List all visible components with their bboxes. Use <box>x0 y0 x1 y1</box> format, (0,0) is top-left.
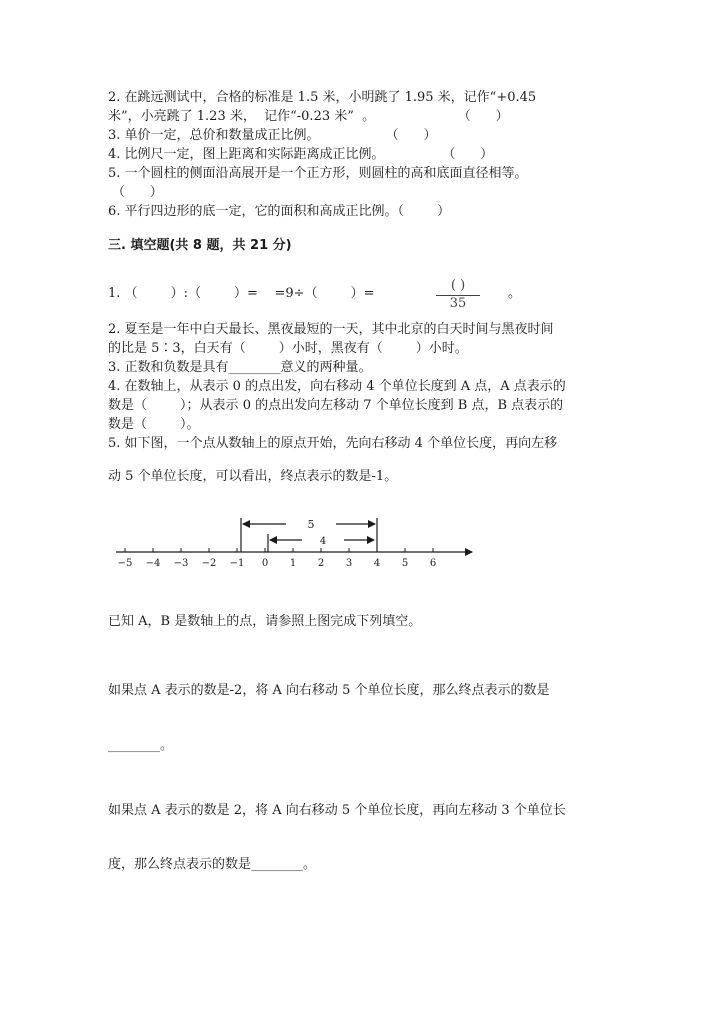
judge-q5-line2: （ ） <box>112 185 163 200</box>
axis-tick-label: 5 <box>401 558 409 569</box>
fill-q4-line1: 4. 在数轴上，从表示 0 的点出发，向右移动 4 个单位长度到 A 点，A 点表示的 <box>108 379 566 394</box>
axis-tick-label: 3 <box>345 558 353 569</box>
label-five: 5 <box>307 518 315 531</box>
axis-tick-label: −1 <box>229 558 245 569</box>
fill-q4-line2: 数是（ ）；从表示 0 的点出发向左移动 7 个单位长度到 B 点，B 点表示的 <box>108 398 564 413</box>
axis-tick-label: −5 <box>117 558 133 569</box>
axis-tick-label: 2 <box>317 558 325 569</box>
axis-tick-label: 6 <box>429 558 437 569</box>
sub-question-1-blank: ________。 <box>108 738 174 753</box>
fill-q1: 1. （ ）:（ ）= =9÷（ ）= <box>108 286 375 301</box>
fraction-numerator: ( ) <box>450 278 466 293</box>
fill-q5-line2: 动 5 个单位长度，可以看出，终点表示的数是-1。 <box>108 469 398 484</box>
sub-question-1: 如果点 A 表示的数是-2，将 A 向右移动 5 个单位长度，那么终点表示的数是 <box>108 683 550 698</box>
section-title: 三. 填空题(共 8 题，共 21 分) <box>108 238 292 253</box>
axis-tick-label: −2 <box>201 558 217 569</box>
axis-tick-label: 1 <box>289 558 297 569</box>
sub-question-2-line2: 度，那么终点表示的数是________。 <box>108 857 317 872</box>
axis-tick-label: −4 <box>145 558 161 569</box>
fill-q5-line1: 5. 如下图，一个点从数轴上的原点开始，先向右移动 4 个单位长度，再向左移 <box>108 436 558 451</box>
fill-q3: 3. 正数和负数是具有________意义的两种量。 <box>108 360 372 375</box>
judge-q2-line1: 2. 在跳远测试中，合格的标准是 1.5 米，小明跳了 1.95 米，记作“+0.45 <box>108 90 537 105</box>
judge-q6: 6. 平行四边形的底一定，它的面积和高成正比例。（ ） <box>108 204 451 219</box>
axis-tick-label: 4 <box>373 558 381 569</box>
axis-tick-labels <box>118 558 437 569</box>
sub-question-2-line1: 如果点 A 表示的数是 2，将 A 向右移动 5 个单位长度，再向左移动 3 个单位长 <box>108 803 566 818</box>
fraction-denominator: 35 <box>449 296 467 311</box>
judge-q5-line1: 5. 一个圆柱的侧面沿高展开是一个正方形，则圆柱的高和底面直径相等。 <box>108 166 528 181</box>
axis-tick-label: −3 <box>173 558 189 569</box>
fill-q2-line1: 2. 夏至是一年中白天最长、黑夜最短的一天，其中北京的白天时间与黑夜时间 <box>108 322 554 337</box>
fill-q4-line3: 数是（ ）。 <box>108 417 200 432</box>
judge-q2-line2: 米”，小亮跳了 1.23 米， 记作“-0.23 米” 。 （ ） <box>108 109 509 124</box>
judge-q4: 4. 比例尺一定，图上距离和实际距离成正比例。 （ ） <box>108 147 494 162</box>
fill-q2-line2: 的比是 5∶3，白天有（ ）小时，黑夜有（ ）小时。 <box>108 341 468 356</box>
axis-tick-label: 0 <box>261 558 269 569</box>
judge-q3: 3. 单价一定，总价和数量成正比例。 （ ） <box>108 128 437 143</box>
fill-q1-end: 。 <box>508 286 522 301</box>
label-four: 4 <box>319 536 327 547</box>
known-text: 已知 A，B 是数轴上的点，请参照上图完成下列填空。 <box>108 614 422 629</box>
